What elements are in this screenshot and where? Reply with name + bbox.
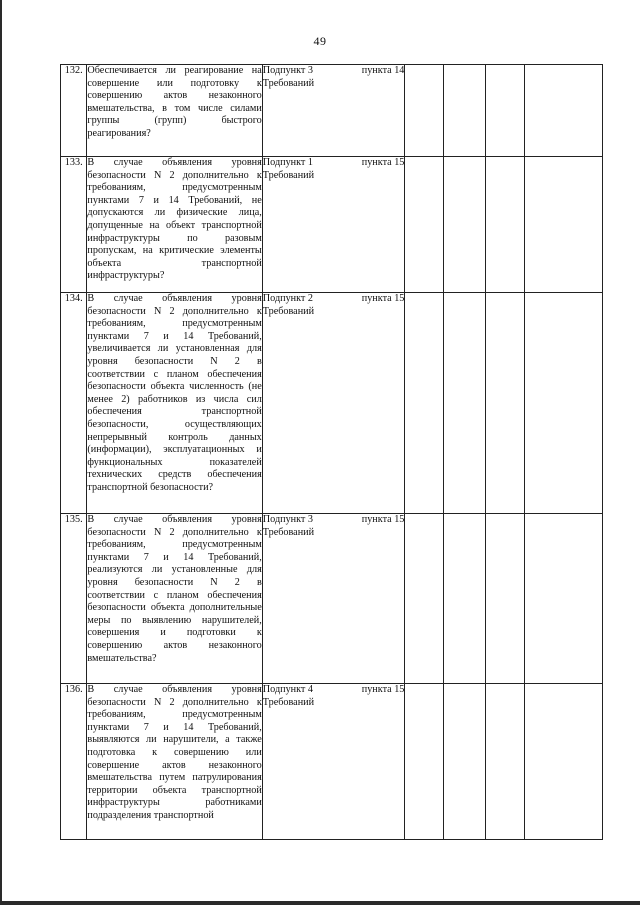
answer-cell-na[interactable]	[485, 293, 524, 514]
answer-cell-yes[interactable]	[405, 514, 444, 684]
reference-point: пункта 14	[361, 65, 405, 76]
reference-subpoint: Подпункт 4	[262, 684, 314, 695]
reference-doc: Требований	[262, 77, 315, 89]
row-number: 135.	[61, 514, 87, 684]
reference-cell	[262, 293, 405, 514]
table-row	[61, 157, 603, 293]
reference-doc: Требований	[262, 305, 315, 317]
answer-cell-no[interactable]	[444, 293, 485, 514]
question-cell: В случае объявления уровня безопасности N 2 дополнительно к требованиям, предусмотренным пунктами 7 и 14 Требований, не допускаются ли физические лица, допущенные на объект транспортной инфраструктуры по разовым пропускам, на критические элементы объекта транспортной инфраструктуры?	[87, 157, 262, 293]
row-number: 134.	[61, 293, 87, 514]
reference-point: пункта 15	[361, 157, 405, 168]
reference-point: пункта 15	[361, 514, 405, 525]
answer-cell-na[interactable]	[485, 684, 524, 840]
question-cell: В случае объявления уровня безопасности N 2 дополнительно к требованиям, предусмотренным пунктами 7 и 14 Требований, увеличивается ли установленная для уровня безопасности N 2 в соответствии с планом обеспечения безопасности объекта численность (не менее 2) работников из числа сил обеспечения транспортной безопасности, осуществляющих непрерывный контроль данных (информации), эксплуатационных и функциональных показателей технических средств обеспечения транспортной безопасности?	[87, 293, 262, 514]
answer-cell-yes[interactable]	[405, 157, 444, 293]
notes-cell[interactable]	[524, 65, 602, 157]
question-cell: Обеспечивается ли реагирование на совершение или подготовку к совершению актов незаконного вмешательства, в том числе силами группы (групп) быстрого реагирования?	[87, 65, 262, 157]
table-row	[61, 65, 603, 157]
reference-point: пункта 15	[361, 293, 405, 304]
answer-cell-no[interactable]	[444, 65, 485, 157]
reference-cell	[262, 65, 405, 157]
reference-subpoint: Подпункт 1	[262, 157, 314, 168]
question-cell: В случае объявления уровня безопасности N 2 дополнительно к требованиям, предусмотренным пунктами 7 и 14 Требований, выявляются ли нарушители, а также подготовка к совершению или совершение актов незаконного вмешательства путем патрулирования территории объекта транспортной инфраструктуры работниками подразделения транспортной	[87, 684, 262, 840]
answer-cell-na[interactable]	[485, 157, 524, 293]
scan-left-edge	[0, 0, 2, 905]
reference-cell	[262, 514, 405, 684]
answer-cell-no[interactable]	[444, 157, 485, 293]
answer-cell-na[interactable]	[485, 65, 524, 157]
reference-subpoint: Подпункт 3	[262, 65, 314, 76]
answer-cell-na[interactable]	[485, 514, 524, 684]
row-number: 133.	[61, 157, 87, 293]
reference-doc: Требований	[262, 169, 315, 181]
reference-doc: Требований	[262, 526, 315, 538]
table-row	[61, 684, 603, 840]
answer-cell-yes[interactable]	[405, 684, 444, 840]
notes-cell[interactable]	[524, 157, 602, 293]
page-number: 49	[313, 34, 327, 48]
reference-cell	[262, 157, 405, 293]
reference-subpoint: Подпункт 3	[262, 514, 314, 525]
row-number: 136.	[61, 684, 87, 840]
checklist-table	[60, 64, 603, 840]
scan-bottom-edge	[0, 901, 640, 905]
answer-cell-yes[interactable]	[405, 65, 444, 157]
answer-cell-no[interactable]	[444, 684, 485, 840]
answer-cell-no[interactable]	[444, 514, 485, 684]
notes-cell[interactable]	[524, 514, 602, 684]
reference-doc: Требований	[262, 696, 315, 708]
answer-cell-yes[interactable]	[405, 293, 444, 514]
table-row	[61, 514, 603, 684]
question-cell: В случае объявления уровня безопасности N 2 дополнительно к требованиям, предусмотренным пунктами 7 и 14 Требований, реализуются ли установленные для уровня безопасности N 2 в соответствии с планом обеспечения безопасности объекта дополнительные меры по выявлению нарушителей, совершения и подготовки к совершению актов незаконного вмешательства?	[87, 514, 262, 684]
notes-cell[interactable]	[524, 293, 602, 514]
reference-subpoint: Подпункт 2	[262, 293, 314, 304]
reference-cell	[262, 684, 405, 840]
notes-cell[interactable]	[524, 684, 602, 840]
table-row	[61, 293, 603, 514]
row-number: 132.	[61, 65, 87, 157]
reference-point: пункта 15	[361, 684, 405, 695]
